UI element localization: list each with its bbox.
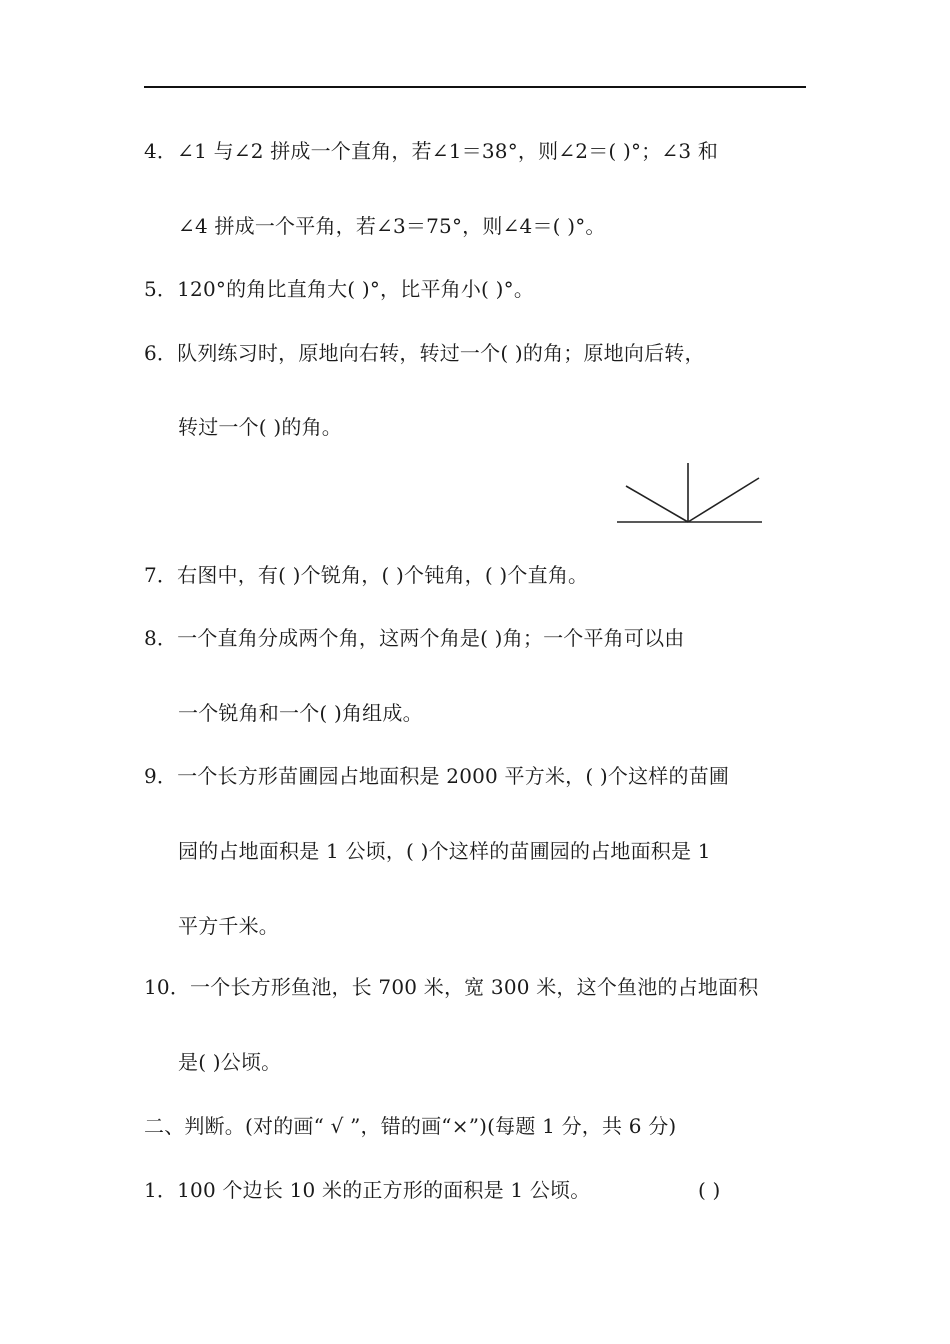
- header-rule: [144, 86, 806, 88]
- judgement-item-1-answer-blank[interactable]: ( ): [698, 1178, 721, 1202]
- angle-figure: [612, 460, 768, 528]
- question-9-line-1: 9．一个长方形苗圃园占地面积是 2000 平方米，( )个这样的苗圃: [144, 764, 730, 788]
- question-6-line-1: 6．队列练习时，原地向右转，转过一个( )的角；原地向后转，: [144, 341, 705, 365]
- question-4-line-2: ∠4 拼成一个平角，若∠3＝75°，则∠4＝( )°。: [178, 214, 606, 238]
- question-6-line-2: 转过一个( )的角。: [178, 415, 342, 439]
- question-4-line-1: 4．∠1 与∠2 拼成一个直角，若∠1＝38°，则∠2＝( )°；∠3 和: [144, 139, 719, 163]
- section-2-heading: 二、判断。(对的画“ √ ”，错的画“×”)(每题 1 分，共 6 分): [144, 1114, 677, 1138]
- question-9-line-2: 园的占地面积是 1 公顷，( )个这样的苗圃园的占地面积是 1: [178, 839, 711, 863]
- question-8-line-2: 一个锐角和一个( )角组成。: [178, 701, 423, 725]
- judgement-item-1: 1．100 个边长 10 米的正方形的面积是 1 公顷。: [144, 1178, 591, 1202]
- figure-left-ray: [626, 486, 688, 522]
- figure-right-ray: [688, 478, 759, 522]
- question-8-line-1: 8．一个直角分成两个角，这两个角是( )角；一个平角可以由: [144, 626, 685, 650]
- question-10-line-2: 是( )公顷。: [178, 1050, 282, 1074]
- question-9-line-3: 平方千米。: [178, 914, 279, 938]
- question-10-line-1: 10．一个长方形鱼池，长 700 米，宽 300 米，这个鱼池的占地面积: [144, 975, 759, 999]
- question-5: 5．120°的角比直角大( )°，比平角小( )°。: [144, 277, 535, 301]
- question-7: 7．右图中，有( )个锐角，( )个钝角，( )个直角。: [144, 563, 589, 587]
